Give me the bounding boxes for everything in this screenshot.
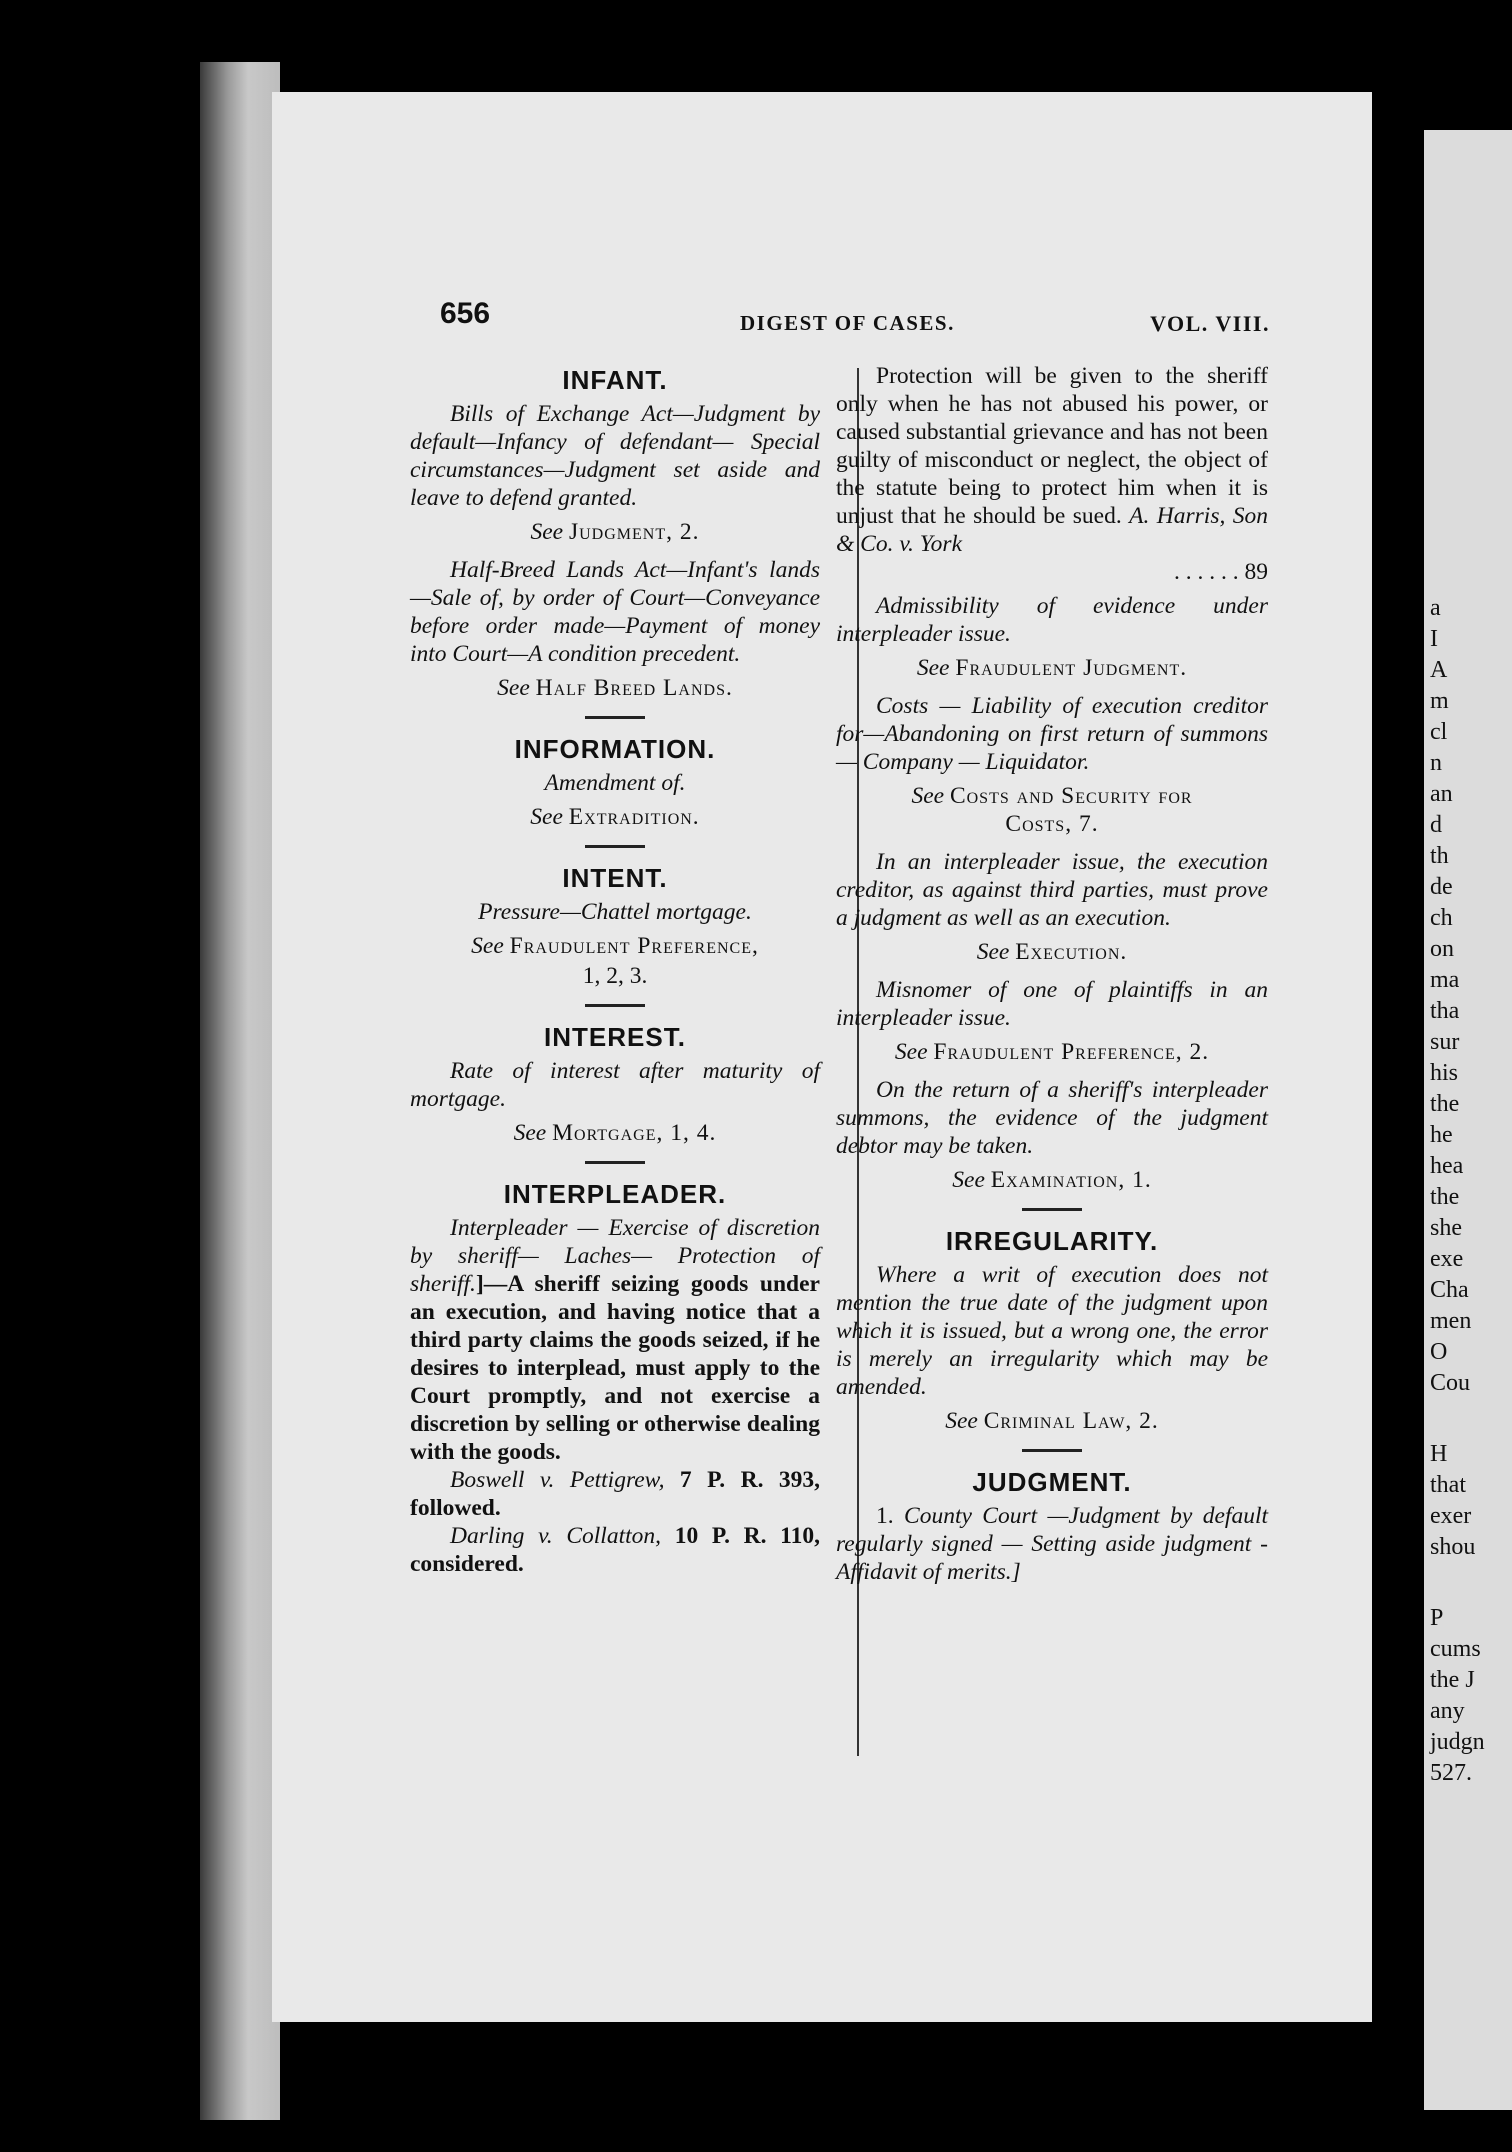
see-prefix: See <box>471 933 504 959</box>
entry-information: Amendment of. <box>544 770 686 796</box>
facing-page-fragment: the <box>1430 1091 1460 1117</box>
see-reference <box>836 782 1268 810</box>
volume-label: VOL. VIII. <box>1150 311 1270 336</box>
see-target: Judgment, 2. <box>568 519 700 545</box>
see-reference <box>410 1119 820 1147</box>
page-reference: . . . . . . 89 <box>1174 559 1268 585</box>
see-prefix: See <box>976 939 1010 965</box>
heading-interpleader: INTERPLEADER. <box>503 1179 727 1209</box>
see-target: Criminal Law, 2. <box>983 1408 1159 1434</box>
entry-italic: Interpleader — Exercise of discretion by sheriff— Laches— Protection of sheriff. <box>410 1215 820 1297</box>
see-reference <box>410 518 820 546</box>
see-target: Fraudulent Judgment. <box>955 655 1188 681</box>
facing-page-fragment: men <box>1430 1308 1472 1334</box>
entry-infant-bills: Bills of Exchange Act—Judgment by default—Infancy of defendant— Special circumstances—Judgment set aside and leave to defend granted. <box>410 401 820 511</box>
facing-page-fragment: Cou <box>1430 1370 1471 1396</box>
section-divider <box>1022 1449 1082 1452</box>
see-reference <box>836 938 1268 966</box>
case-ref: 7 P. R. 393, followed. <box>410 1467 821 1521</box>
facing-page-fragment: P <box>1430 1605 1444 1631</box>
entry-interest: Rate of interest after maturity of mortgage. <box>410 1058 820 1112</box>
entry-text: Protection will be given to the sheriff only when he has not abused his power, or caused substantial grievance and has not been guilty of misconduct or neglect, the object of the statute being to protect him when it is unjust that he should be sued. <box>836 363 1268 529</box>
facing-page <box>1424 130 1512 2110</box>
facing-page-fragment: his <box>1430 1060 1459 1086</box>
facing-page-fragment: exer <box>1430 1503 1472 1529</box>
entry-issue: In an interpleader issue, the execution creditor, as against third parties, must prove a judgment as well as an execution. <box>836 849 1268 931</box>
section-divider <box>585 845 645 848</box>
citation <box>410 1466 820 1522</box>
facing-page-fragment: exe <box>1430 1246 1464 1272</box>
facing-page-fragment: Cha <box>1430 1277 1469 1303</box>
see-prefix: See <box>497 675 530 701</box>
see-reference <box>410 803 820 831</box>
facing-page-fragment: A <box>1430 657 1448 683</box>
facing-page-fragment: she <box>1430 1215 1462 1241</box>
heading-interest: INTEREST. <box>544 1022 686 1052</box>
heading-judgment: JUDGMENT. <box>972 1467 1132 1497</box>
see-reference <box>836 1038 1268 1066</box>
facing-page-fragment: the J <box>1430 1667 1475 1693</box>
heading-intent: INTENT. <box>562 863 668 893</box>
see-target: Costs and Security for <box>949 783 1193 809</box>
see-target: Extradition. <box>568 804 700 830</box>
case-name: Darling v. Collatton, <box>450 1523 662 1549</box>
book-page-edge <box>200 62 280 2120</box>
entry-interpleader <box>410 1214 820 1466</box>
right-column <box>836 362 1268 1586</box>
facing-page-fragment: he <box>1430 1122 1453 1148</box>
case-name: A. Harris, Son & Co. v. York <box>836 503 1268 557</box>
entry-protection <box>836 362 1268 558</box>
see-target: Examination, 1. <box>990 1167 1152 1193</box>
left-column <box>410 362 820 1578</box>
see-prefix: See <box>530 519 564 545</box>
entry-body: ]—A sheriff seizing goods under an execution, and having notice that a third party claims the goods seized, if he desires to interplead, must apply to the Court promptly, and not exercise a discretion by selling or otherwise dealing with the goods. <box>410 1271 820 1465</box>
facing-page-fragment: m <box>1430 688 1449 714</box>
facing-page-fragment: that <box>1430 1472 1466 1498</box>
see-prefix: See <box>911 783 945 809</box>
heading-information: INFORMATION. <box>514 734 716 764</box>
facing-page-fragment: d <box>1430 812 1442 838</box>
facing-page-fragment: tha <box>1430 998 1460 1024</box>
facing-page-fragment: shou <box>1430 1534 1476 1560</box>
entry-text: County Court —Judgment by default regularly signed — Setting aside judgment - Affidavit of merits.] <box>836 1503 1269 1585</box>
see-prefix: See <box>530 804 563 830</box>
citation <box>410 1522 820 1578</box>
see-reference <box>836 1407 1268 1435</box>
see-prefix: See <box>945 1408 978 1434</box>
see-reference <box>836 1166 1268 1194</box>
entry-number: 1. <box>876 1503 894 1529</box>
section-divider <box>585 716 645 719</box>
see-target: Execution. <box>1015 939 1128 965</box>
facing-page-fragment: judgn <box>1430 1729 1485 1755</box>
entry-return: On the return of a sheriff's interpleader summons, the evidence of the judgment debtor may be taken. <box>836 1077 1268 1159</box>
see-target: Fraudulent Preference, 2. <box>933 1039 1210 1065</box>
entry-admissibility: Admissibility of evidence under interpleader issue. <box>836 593 1268 647</box>
see-target-cont <box>836 810 1268 838</box>
case-ref: 10 P. R. 110, considered. <box>410 1523 821 1577</box>
entry-intent: Pressure—Chattel mortgage. <box>478 899 752 925</box>
see-prefix: See <box>952 1167 985 1193</box>
running-title: DIGEST OF CASES. <box>740 311 955 335</box>
facing-page-fragment: th <box>1430 843 1449 869</box>
see-reference <box>410 932 820 960</box>
see-prefix: See <box>513 1120 547 1146</box>
see-target: Half Breed Lands. <box>535 675 733 701</box>
entry-irregularity: Where a writ of execution does not mention the true date of the judgment upon which it is issued, but a wrong one, the error is merely an irregularity which may be amended. <box>836 1262 1268 1400</box>
see-reference <box>836 654 1268 682</box>
entry-infant-halfbreed: Half-Breed Lands Act—Infant's lands—Sale of, by order of Court—Conveyance before order made—Payment of money into Court—A condition precedent. <box>410 557 820 667</box>
see-prefix: See <box>894 1039 928 1065</box>
facing-page-fragment: I <box>1430 626 1438 652</box>
facing-page-fragment: a <box>1430 595 1441 621</box>
running-header <box>440 297 1270 337</box>
facing-page-fragment: O <box>1430 1339 1448 1365</box>
section-divider <box>585 1004 645 1007</box>
facing-page-fragment: an <box>1430 781 1453 807</box>
facing-page-fragment: de <box>1430 874 1453 900</box>
section-divider <box>1022 1208 1082 1211</box>
facing-page-fragment: n <box>1430 750 1442 776</box>
section-divider <box>585 1161 645 1164</box>
facing-page-fragment: on <box>1430 936 1454 962</box>
entry-costs: Costs — Liability of execution creditor for—Abandoning on first return of summons — Company — Liquidator. <box>836 693 1268 775</box>
case-name: Boswell v. Pettigrew, <box>450 1467 665 1493</box>
facing-page-fragment: the <box>1430 1184 1460 1210</box>
facing-page-fragment: any <box>1430 1698 1465 1724</box>
facing-page-fragment: ma <box>1430 967 1460 993</box>
facing-page-fragment: hea <box>1430 1153 1464 1179</box>
facing-page-fragment: cl <box>1430 719 1448 745</box>
facing-page-fragment: H <box>1430 1441 1448 1467</box>
see-reference <box>410 674 820 702</box>
see-target: Costs, 7. <box>1005 811 1099 837</box>
entry-judgment <box>836 1502 1268 1586</box>
facing-page-fragment: ch <box>1430 905 1453 931</box>
see-target-cont: 1, 2, 3. <box>582 963 648 989</box>
page-number: 656 <box>440 297 491 330</box>
entry-misnomer: Misnomer of one of plaintiffs in an interpleader issue. <box>836 977 1268 1031</box>
see-target: Fraudulent Preference, <box>509 933 759 959</box>
heading-irregularity: IRREGULARITY. <box>945 1226 1159 1256</box>
facing-page-fragment: sur <box>1430 1029 1460 1055</box>
heading-infant: INFANT. <box>562 365 668 395</box>
facing-page-fragment: cums <box>1430 1636 1481 1662</box>
facing-page-fragment: 527. <box>1430 1760 1472 1786</box>
see-target: Mortgage, 1, 4. <box>552 1120 717 1146</box>
see-prefix: See <box>916 655 950 681</box>
